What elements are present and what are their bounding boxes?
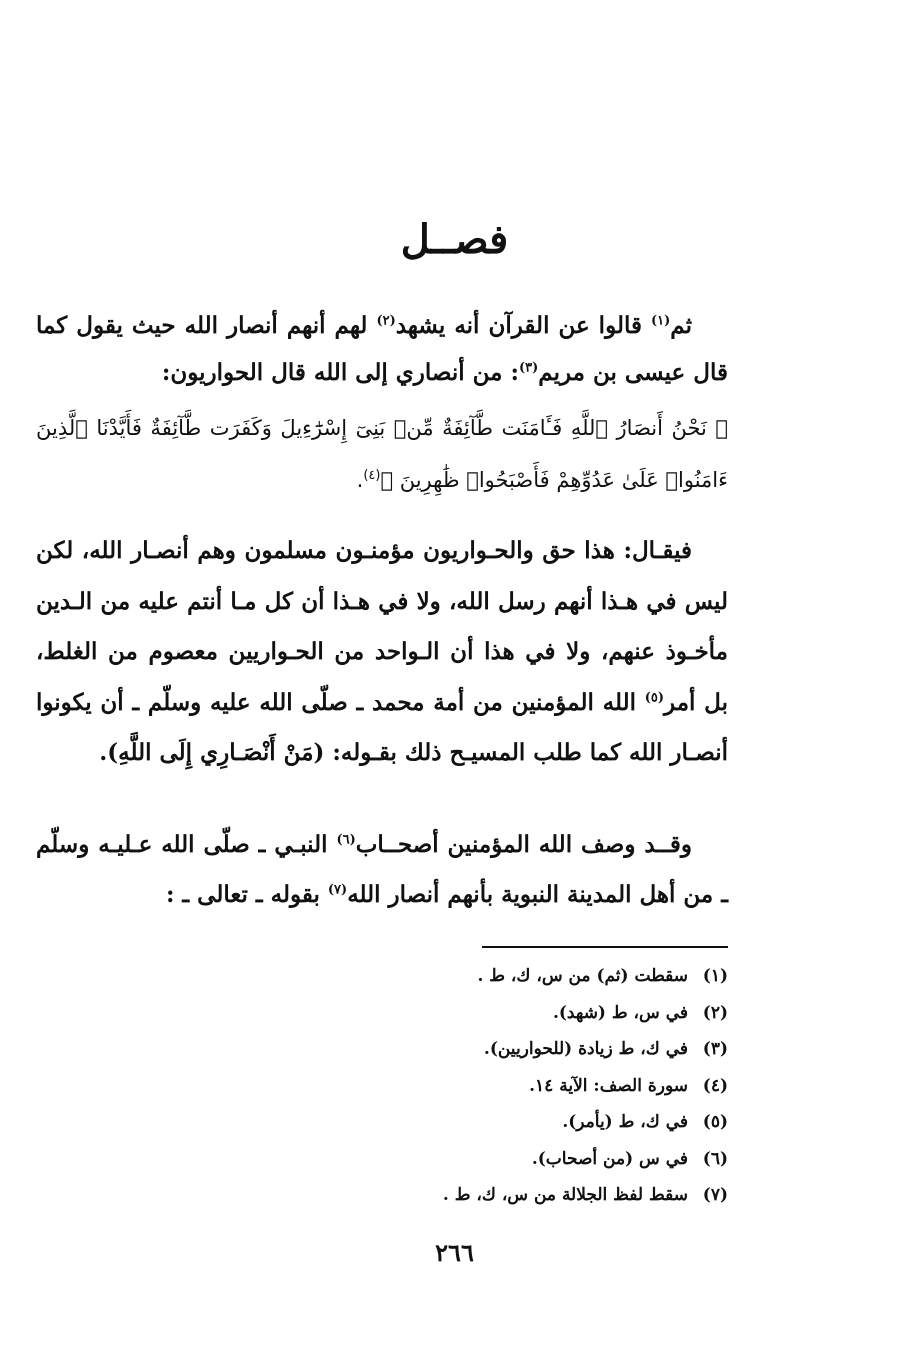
paragraph-2 — [36, 526, 728, 779]
footnote-text: في ك، ط زيادة (للحواريين). — [483, 1039, 688, 1059]
footnote-text: سقطت (ثم) من س، ك، ط . — [477, 966, 688, 986]
section-heading: فصــل — [400, 216, 509, 263]
footnote-item — [300, 995, 728, 1032]
footnote-ref-1[interactable]: (١) — [650, 313, 671, 329]
footnote-item — [300, 1031, 728, 1068]
footnote-text: في ك، ط (يأمر). — [562, 1112, 688, 1132]
paragraph-3-text-a: وقــد وصف الله المؤمنين أصحــاب — [355, 831, 692, 858]
footnote-item — [300, 1141, 728, 1178]
quran-verse-end: . — [356, 468, 364, 492]
footnote-item — [300, 1068, 728, 1105]
footnote-number: (٥) — [702, 1112, 728, 1132]
footnote-ref-6[interactable]: (٦) — [336, 832, 356, 848]
footnote-item — [300, 1177, 728, 1214]
footnote-number: (٤) — [702, 1075, 728, 1096]
paragraph-1 — [36, 302, 728, 396]
footnote-ref-4[interactable]: (٤) — [363, 468, 381, 483]
paragraph-3 — [36, 820, 728, 920]
footnote-text: سقط لفظ الجلالة من س، ك، ط . — [442, 1185, 688, 1205]
footnote-text: في س (من أصحاب). — [531, 1148, 688, 1169]
footnote-ref-5[interactable]: (٥) — [644, 689, 665, 705]
footnote-number: (١) — [702, 966, 728, 986]
footnote-item — [300, 958, 728, 995]
footnote-ref-7[interactable]: (٧) — [327, 882, 348, 898]
footnote-text: سورة الصف: الآية ١٤. — [529, 1075, 688, 1096]
footnote-text: في س، ط (شهد). — [552, 1002, 688, 1023]
paragraph-3-text-b: النبـي ـ صلّى الله عـليـه وسلّم ـ من أهل المدينة النبوية بأنهم أنصار الله — [36, 831, 728, 908]
paragraph-1-text-d: : من أنصاري إلى الله قال الحواريون: — [161, 359, 519, 386]
footnote-item — [300, 1104, 728, 1141]
paragraph-1-text-a: ثم — [670, 312, 692, 339]
paragraph-2-text-a: فيقـال: هذا حق والحـواريون مؤمنـون مسلمون وهم أنصـار الله، لكن ليس في هـذا أنهم رسل الله، ولا في هـذا أن كل مـا أنتم عليه من الـدين مأخـوذ عنهم، ولا في هذا أن الـواحد من الحـواريين معصوم من الغلط، بل أمر — [36, 537, 728, 716]
footnote-number: (٧) — [702, 1185, 728, 1205]
paragraph-2-text-b: الله المؤمنين من أمة محمد ـ صلّى الله عليه وسلّم ـ أن يكونوا أنصـار الله كما طلب المسيـح ذلك بقـوله: (مَنْ أَنْصَـارِي إِلَى اللَّهِ). — [36, 688, 728, 766]
footnote-ref-3[interactable]: (٣) — [518, 360, 539, 376]
page-number: ٢٦٦ — [435, 1238, 474, 1267]
paragraph-1-text-b: قالوا عن القرآن أنه يشهد — [395, 312, 651, 339]
footnote-number: (٣) — [702, 1039, 728, 1059]
footnote-number: (٢) — [702, 1002, 728, 1023]
quran-verse — [36, 402, 728, 506]
footnote-divider — [482, 946, 728, 948]
footnote-ref-2[interactable]: (٢) — [376, 313, 396, 329]
paragraph-1-text-c: لهم أنهم أنصار الله حيث يقول كما قال عيسى بن مريم — [36, 312, 728, 386]
footnote-number: (٦) — [702, 1148, 728, 1169]
paragraph-3-text-c: بقوله ـ تعالى ـ : — [165, 881, 328, 908]
footnotes-list — [300, 958, 728, 1214]
quran-verse-text: ﴿ نَحْنُ أَنصَارُ ٱللَّهِ فَـَٔامَنَت طَّآئِفَةٌ مِّنۢ بَنِىٓ إِسْرَٰٓءِيلَ وَكَفَرَت طَّآئِفَةٌ فَأَيَّدْنَا ٱلَّذِينَ ءَامَنُوا۟ عَلَىٰ عَدُوِّهِمْ فَأَصْبَحُوا۟ ظَٰهِرِينَ ﴾ — [36, 416, 728, 492]
